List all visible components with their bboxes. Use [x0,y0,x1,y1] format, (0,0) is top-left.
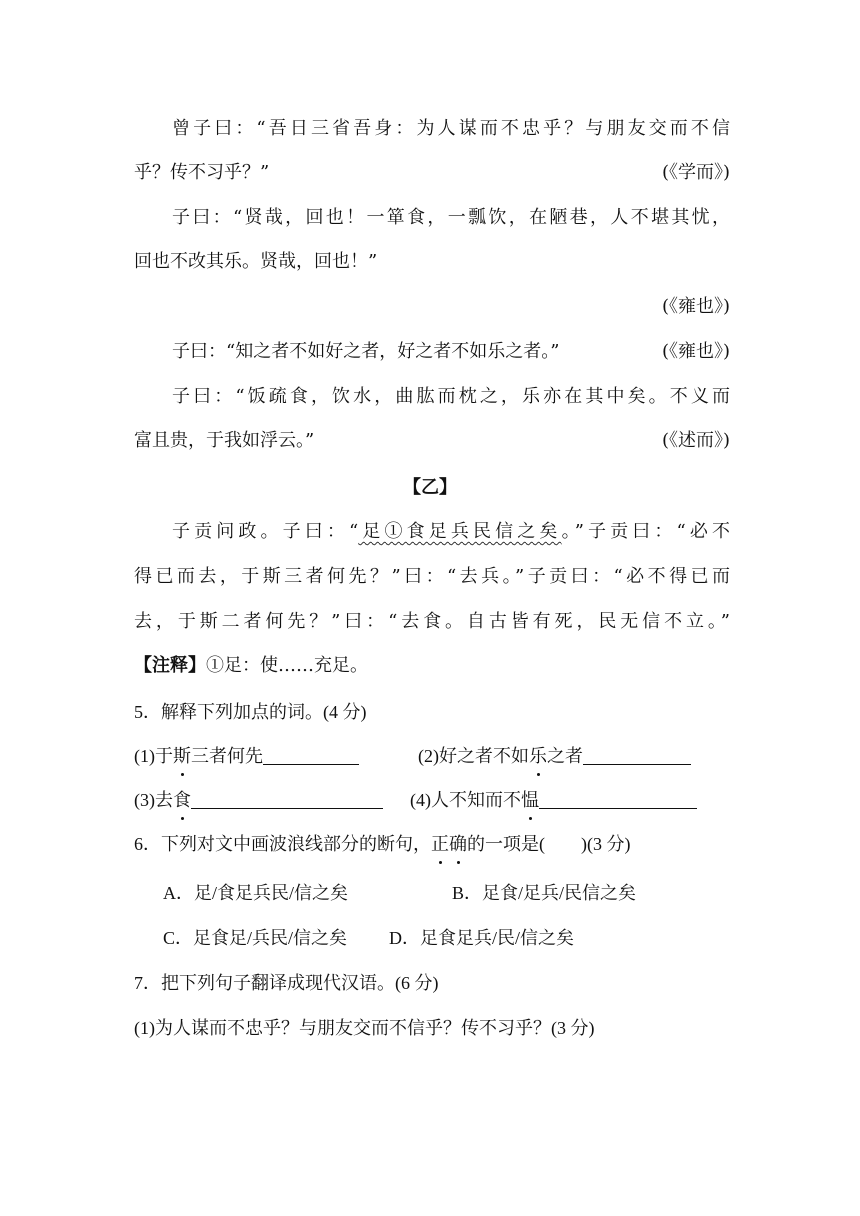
q5-item2-post: 之者 [547,746,583,766]
passage-jia-p2-line2: 回也不改其乐。贤哉，回也！” [134,251,378,272]
annotation-text: ①足：使……充足。 [206,655,368,676]
q5-item1-dotted-word: 斯 [173,741,191,771]
q6-title-dotted-1: 正 [431,829,449,859]
passage-jia-p1-line2: 乎？传不习乎？” [134,162,270,183]
passage-yi-line2: 得已而去，于斯三者何先？”曰：“去兵。”子贡曰：“必不得已而 [134,566,730,587]
option-c[interactable]: C．足食足/兵民/信之矣 [163,928,348,948]
q5-item4-pre: (4)人不知而不 [410,790,521,810]
q5-item1-post: 三者何先 [191,746,263,766]
passage-yi-heading: 【乙】 [403,477,457,498]
question-5-item-2 [418,741,738,771]
q6-title-post: 的一项是( )(3 分) [467,834,631,854]
source-xueer: (《学而》) [661,162,730,183]
passage-jia-p4-line2: 富且贵，于我如浮云。” [134,430,315,451]
wavy-underlined-phrase: 足①食足兵民信之矣 [358,521,562,542]
question-5-title: 5．解释下列加点的词。(4 分) [134,702,367,722]
passage-jia-p3-line1: 子曰：“知之者不如好之者，好之者不如乐之者。” [172,341,560,362]
source-shuer: (《述而》) [661,430,730,451]
q6-title-pre: 6．下列对文中画波浪线部分的断句， [134,834,431,854]
option-b[interactable]: B．足食/足兵/民信之矣 [452,883,637,903]
passage-yi-line1 [172,517,730,547]
question-7-item-1: (1)为人谋而不忠乎？与朋友交而不信乎？传不习乎？(3 分) [134,1018,595,1038]
q5-item3-dotted-word: 食 [173,785,191,815]
question-7-title: 7．把下列句子翻译成现代汉语。(6 分) [134,973,439,993]
question-5-item-3 [134,785,404,815]
q5-item2-pre: (2)好之者不如 [418,746,529,766]
passage-jia-p1-line1: 曾子曰：“吾日三省吾身：为人谋而不忠乎？与朋友交而不信 [172,118,730,139]
passage-yi-line3: 去，于斯二者何先？”曰：“去食。自古皆有死，民无信不立。” [134,611,730,632]
q5-item4-dotted-word: 愠 [521,785,539,815]
annotation-label: 【注释】 [134,655,206,676]
passage-jia-p4-line1: 子曰：“饭疏食，饮水，曲肱而枕之，乐亦在其中矣。不义而 [172,386,730,407]
source-yongye-2: (《雍也》) [661,341,730,362]
question-6-title [134,829,730,859]
q5-item3-answer-blank[interactable] [191,788,383,809]
q5-item3-pre: (3)去 [134,790,173,810]
q5-item1-answer-blank[interactable] [263,744,359,765]
question-5-item-1 [134,741,384,771]
question-5-item-4 [410,785,730,815]
q5-item4-answer-blank[interactable] [539,788,697,809]
passage-yi-line1-after: 。”子贡曰：“必不 [561,521,731,542]
option-a[interactable]: A．足/食足兵民/信之矣 [163,883,349,903]
passage-yi-line1-before: 子贡问政。子曰：“ [172,521,359,542]
q5-item2-answer-blank[interactable] [583,744,691,765]
q5-item2-dotted-word: 乐 [529,741,547,771]
annotation [134,651,730,681]
passage-jia-p2-line1: 子曰：“贤哉，回也！一箪食，一瓢饮，在陋巷，人不堪其忧， [172,207,730,228]
q5-item1-pre: (1)于 [134,746,173,766]
q6-title-dotted-2: 确 [449,829,467,859]
option-d[interactable]: D．足食足兵/民/信之矣 [389,928,575,948]
source-yongye-1: (《雍也》) [661,296,730,317]
